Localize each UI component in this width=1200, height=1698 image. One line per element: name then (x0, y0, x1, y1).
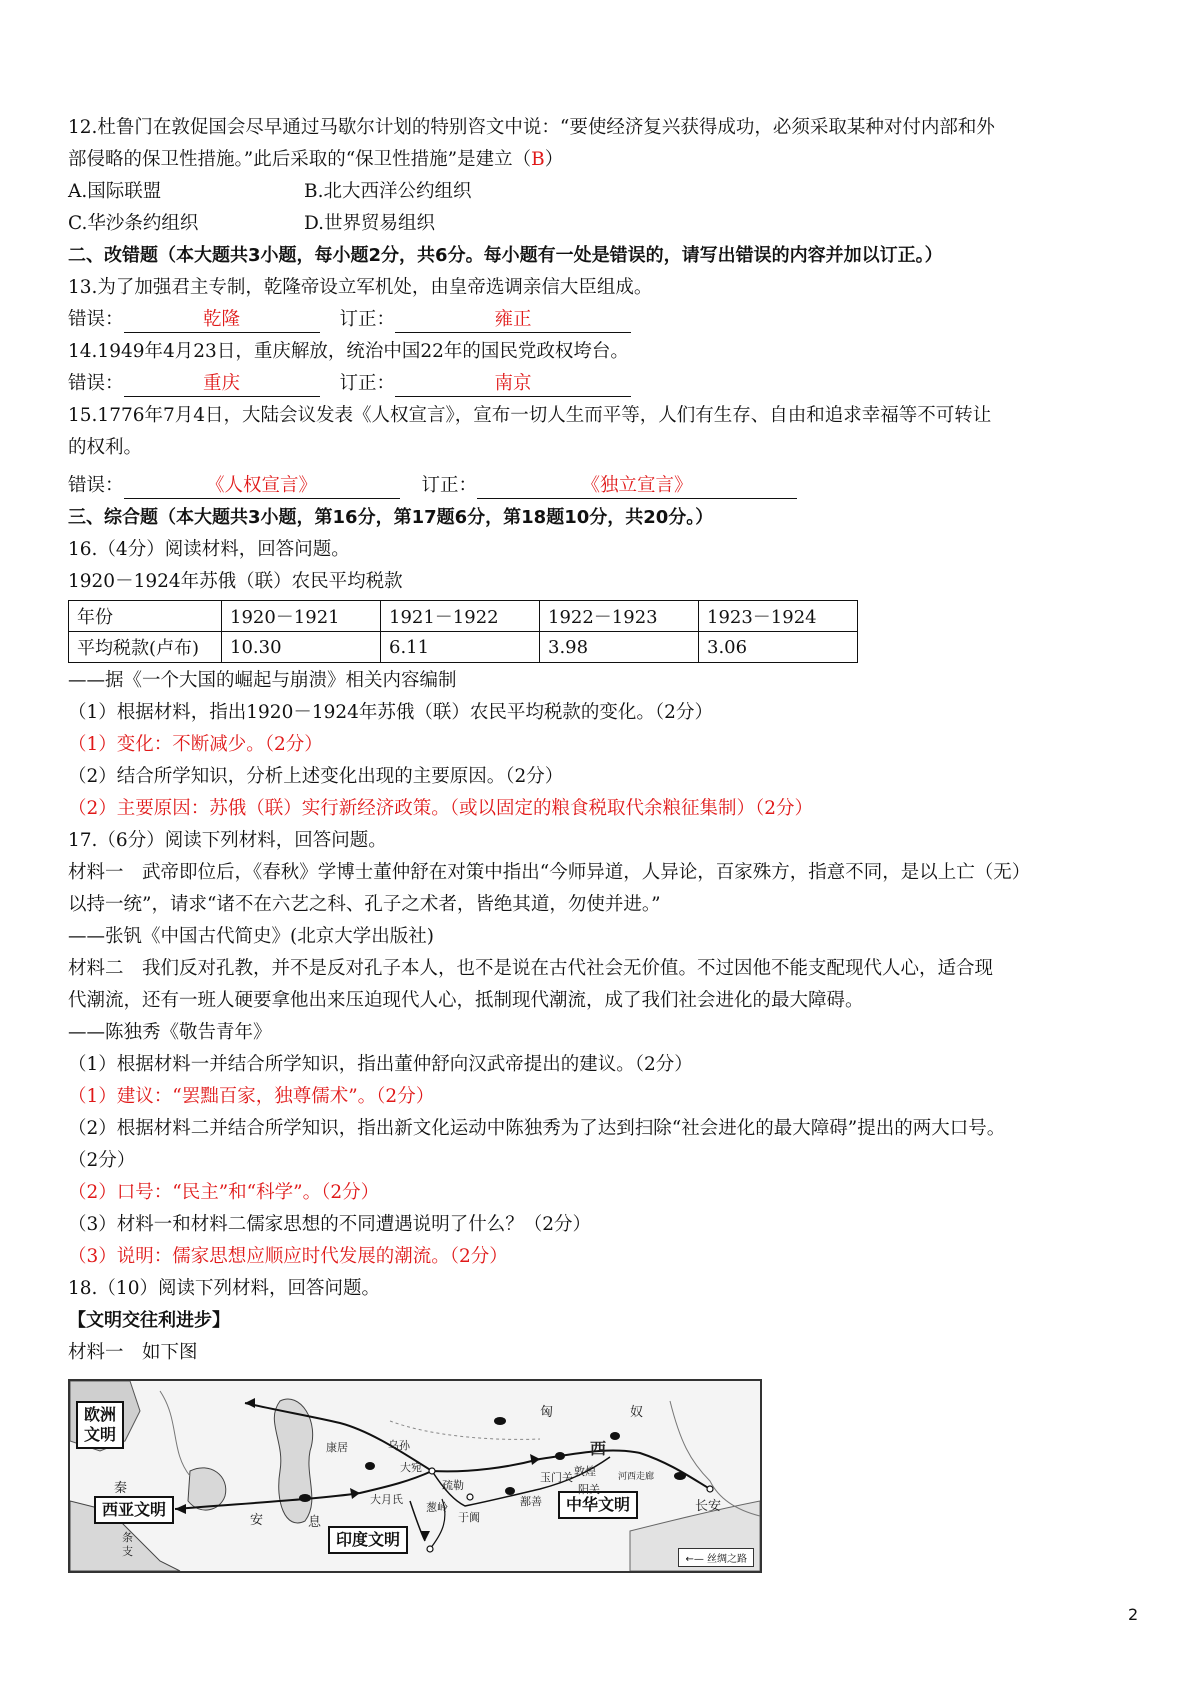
q16-sub1: （1）根据材料，指出1920－1924年苏俄（联）农民平均税款的变化。（2分） (68, 702, 713, 723)
q17-material2-line2: 代潮流，还有一班人硬要拿他出来压迫现代人心，抵制现代潮流，成了我们社会进化的最大障碍。 (68, 990, 864, 1011)
civ-europe-line2: 文明 (84, 1425, 117, 1444)
civ-europe-line1: 欧洲 (84, 1405, 117, 1424)
civ-westasia-box: 西亚文明 (94, 1496, 174, 1524)
tax-table-row (69, 632, 858, 663)
q16-answer1: （1）变化：不断减少。（2分） (68, 734, 323, 755)
label-xi: 西 (590, 1439, 607, 1458)
label-tiaozhi-2: 支 (122, 1545, 133, 1558)
q18-material1: 材料一 如下图 (68, 1342, 198, 1363)
label-hexi: 河西走廊 (618, 1472, 655, 1482)
label-dayuezhi: 大月氏 (370, 1493, 403, 1506)
q15-error-answer: 《人权宣言》 (124, 474, 400, 499)
q16-stem: 16.（4分）阅读材料，回答问题。 (68, 539, 350, 560)
q13-error-answer: 乾隆 (124, 308, 320, 333)
q12-stem-line1: 12.杜鲁门在敦促国会尽早通过马歇尔计划的特别咨文中说：“要使经济复兴获得成功，必须采取某种对付内部和外 (68, 117, 995, 138)
label-xiongnu-1: 匈 (540, 1405, 554, 1420)
tax-table-cell: 10.30 (222, 632, 381, 663)
map-legend: ←— 丝绸之路 (678, 1548, 754, 1567)
q17-material2-source: ——陈独秀《敬告青年》 (68, 1022, 272, 1043)
q17-answer1: （1）建议：“罢黜百家，独尊儒术”。（2分） (68, 1086, 435, 1107)
civ-europe-box (76, 1401, 124, 1449)
map-drawing (70, 1381, 760, 1571)
q12-stem-close: ） (544, 149, 564, 170)
label-yangguan: 阳关 (578, 1483, 600, 1496)
q17-sub3: （3）材料一和材料二儒家思想的不同遭遇说明了什么？（2分） (68, 1214, 592, 1235)
q17-stem: 17.（6分）阅读下列材料，回答问题。 (68, 830, 387, 851)
label-congling: 葱岭 (426, 1501, 448, 1514)
label-kangju: 康居 (326, 1441, 348, 1454)
q17-sub2-line2: （2分） (68, 1150, 136, 1171)
tax-table-cell: 3.06 (699, 632, 858, 663)
label-yutian: 于阗 (458, 1511, 480, 1524)
q13-stem: 13.为了加强君主专制，乾隆帝设立军机处，由皇帝选调亲信大臣组成。 (68, 277, 653, 298)
tax-table (68, 600, 858, 663)
q12-stem-line2 (68, 144, 1140, 176)
label-xi2: 息 (308, 1515, 322, 1530)
label-tiaozhi-1: 条 (122, 1531, 133, 1544)
civ-india-box: 印度文明 (328, 1526, 408, 1554)
q15-correct-label: 订正： (421, 475, 478, 496)
civ-china-box: 中华文明 (558, 1491, 638, 1519)
q16-source: ——据《一个大国的崛起与崩溃》相关内容编制 (68, 670, 457, 691)
q18-heading: 【文明交往利进步】 (68, 1310, 230, 1331)
q12-option-a: A.国际联盟 (68, 181, 162, 202)
label-changan: 长安 (695, 1499, 722, 1514)
q12-option-c: C.华沙条约组织 (68, 213, 199, 234)
label-xiongnu-2: 奴 (630, 1405, 644, 1420)
q14-error-answer: 重庆 (124, 372, 320, 397)
silk-road-map (68, 1379, 762, 1573)
tax-table-cell: 1922－1923 (540, 601, 699, 632)
label-an: 安 (250, 1513, 264, 1528)
q12-answer: B (531, 149, 545, 170)
exam-page (68, 112, 1140, 1573)
q14-error-label: 错误： (68, 373, 124, 394)
q17-answer2: （2）口号：“民主”和“科学”。（2分） (68, 1182, 380, 1203)
label-yumenguan: 玉门关 (540, 1471, 573, 1484)
q12-options-row2 (68, 208, 1140, 240)
q15-correct-answer: 《独立宣言》 (477, 474, 797, 499)
tax-table-cell: 6.11 (381, 632, 540, 663)
tax-table-cell: 平均税款(卢布) (69, 632, 222, 663)
label-shanshan: 鄯善 (520, 1495, 542, 1508)
q12-stem-text: 部侵略的保卫性措施。”此后采取的“保卫性措施”是建立（ (68, 149, 532, 170)
tax-table-cell: 年份 (69, 601, 222, 632)
tax-table-cell: 1920－1921 (222, 601, 381, 632)
q17-sub1: （1）根据材料一并结合所学知识，指出董仲舒向汉武帝提出的建议。（2分） (68, 1054, 693, 1075)
q13-correct-answer: 雍正 (395, 308, 631, 333)
q12-options-row1 (68, 176, 1140, 208)
q15-stem-line1: 15.1776年7月4日，大陆会议发表《人权宣言》，宣布一切人生而平等，人们有生存、自由和追求幸福等不可转让 (68, 405, 992, 426)
q16-sub2: （2）结合所学知识，分析上述变化出现的主要原因。（2分） (68, 766, 564, 787)
q15-stem-line2: 的权利。 (68, 437, 143, 458)
label-wusun: 乌孙 (388, 1439, 410, 1452)
q17-material1-line1: 材料一 武帝即位后，《春秋》学博士董仲舒在对策中指出“今师异道，人异论，百家殊方，指意不同，是以上亡（无） (68, 862, 1031, 883)
q13-error-label: 错误： (68, 309, 124, 330)
q17-material1-line2: 以持一统”，请求“诸不在六艺之科、孔子之术者，皆绝其道，勿使并进。” (68, 894, 661, 915)
section3-heading: 三、综合题（本大题共3小题，第16分，第17题6分，第18题10分，共20分。） (68, 507, 714, 528)
q15-answer-row (68, 470, 1140, 502)
q17-material1-source: ——张钒《中国古代简史》(北京大学出版社) (68, 926, 434, 947)
q16-answer2: （2）主要原因：苏俄（联）实行新经济政策。（或以固定的粮食税取代余粮征集制）（2分） (68, 798, 814, 819)
label-dayuan: 大宛 (400, 1461, 422, 1474)
q17-answer3: （3）说明：儒家思想应顺应时代发展的潮流。（2分） (68, 1246, 508, 1267)
q18-stem: 18.（10）阅读下列材料，回答问题。 (68, 1278, 380, 1299)
label-qin: 秦 (114, 1481, 128, 1496)
tax-table-cell: 1921－1922 (381, 601, 540, 632)
tax-table-header-row (69, 601, 858, 632)
q14-answer-row (68, 368, 1140, 400)
q17-material2-line1: 材料二 我们反对孔教，并不是反对孔子本人，也不是说在古代社会无价值。不过因他不能支配现代人心，适合现 (68, 958, 994, 979)
q14-correct-label: 订正： (339, 373, 396, 394)
tax-table-cell: 3.98 (540, 632, 699, 663)
q13-correct-label: 订正： (339, 309, 396, 330)
label-dunhuang: 敦煌 (574, 1465, 596, 1478)
q14-correct-answer: 南京 (395, 372, 631, 397)
q12-option-b: B.北大西洋公约组织 (304, 181, 472, 202)
q13-answer-row (68, 304, 1140, 336)
q14-stem: 14.1949年4月23日，重庆解放，统治中国22年的国民党政权垮台。 (68, 341, 629, 362)
q12-option-d: D.世界贸易组织 (304, 213, 436, 234)
section2-heading: 二、改错题（本大题共3小题，每小题2分，共6分。每小题有一处是错误的，请写出错误的内容并加以订正。） (68, 245, 943, 266)
page-number: 2 (1128, 1605, 1139, 1624)
q17-sub2-line1: （2）根据材料二并结合所学知识，指出新文化运动中陈独秀为了达到扫除“社会进化的最大障碍”提出的两大口号。 (68, 1118, 1006, 1139)
label-shule: 疏勒 (442, 1479, 464, 1492)
q16-table-title: 1920－1924年苏俄（联）农民平均税款 (68, 571, 403, 592)
tax-table-cell: 1923－1924 (699, 601, 858, 632)
q15-error-label: 错误： (68, 475, 124, 496)
